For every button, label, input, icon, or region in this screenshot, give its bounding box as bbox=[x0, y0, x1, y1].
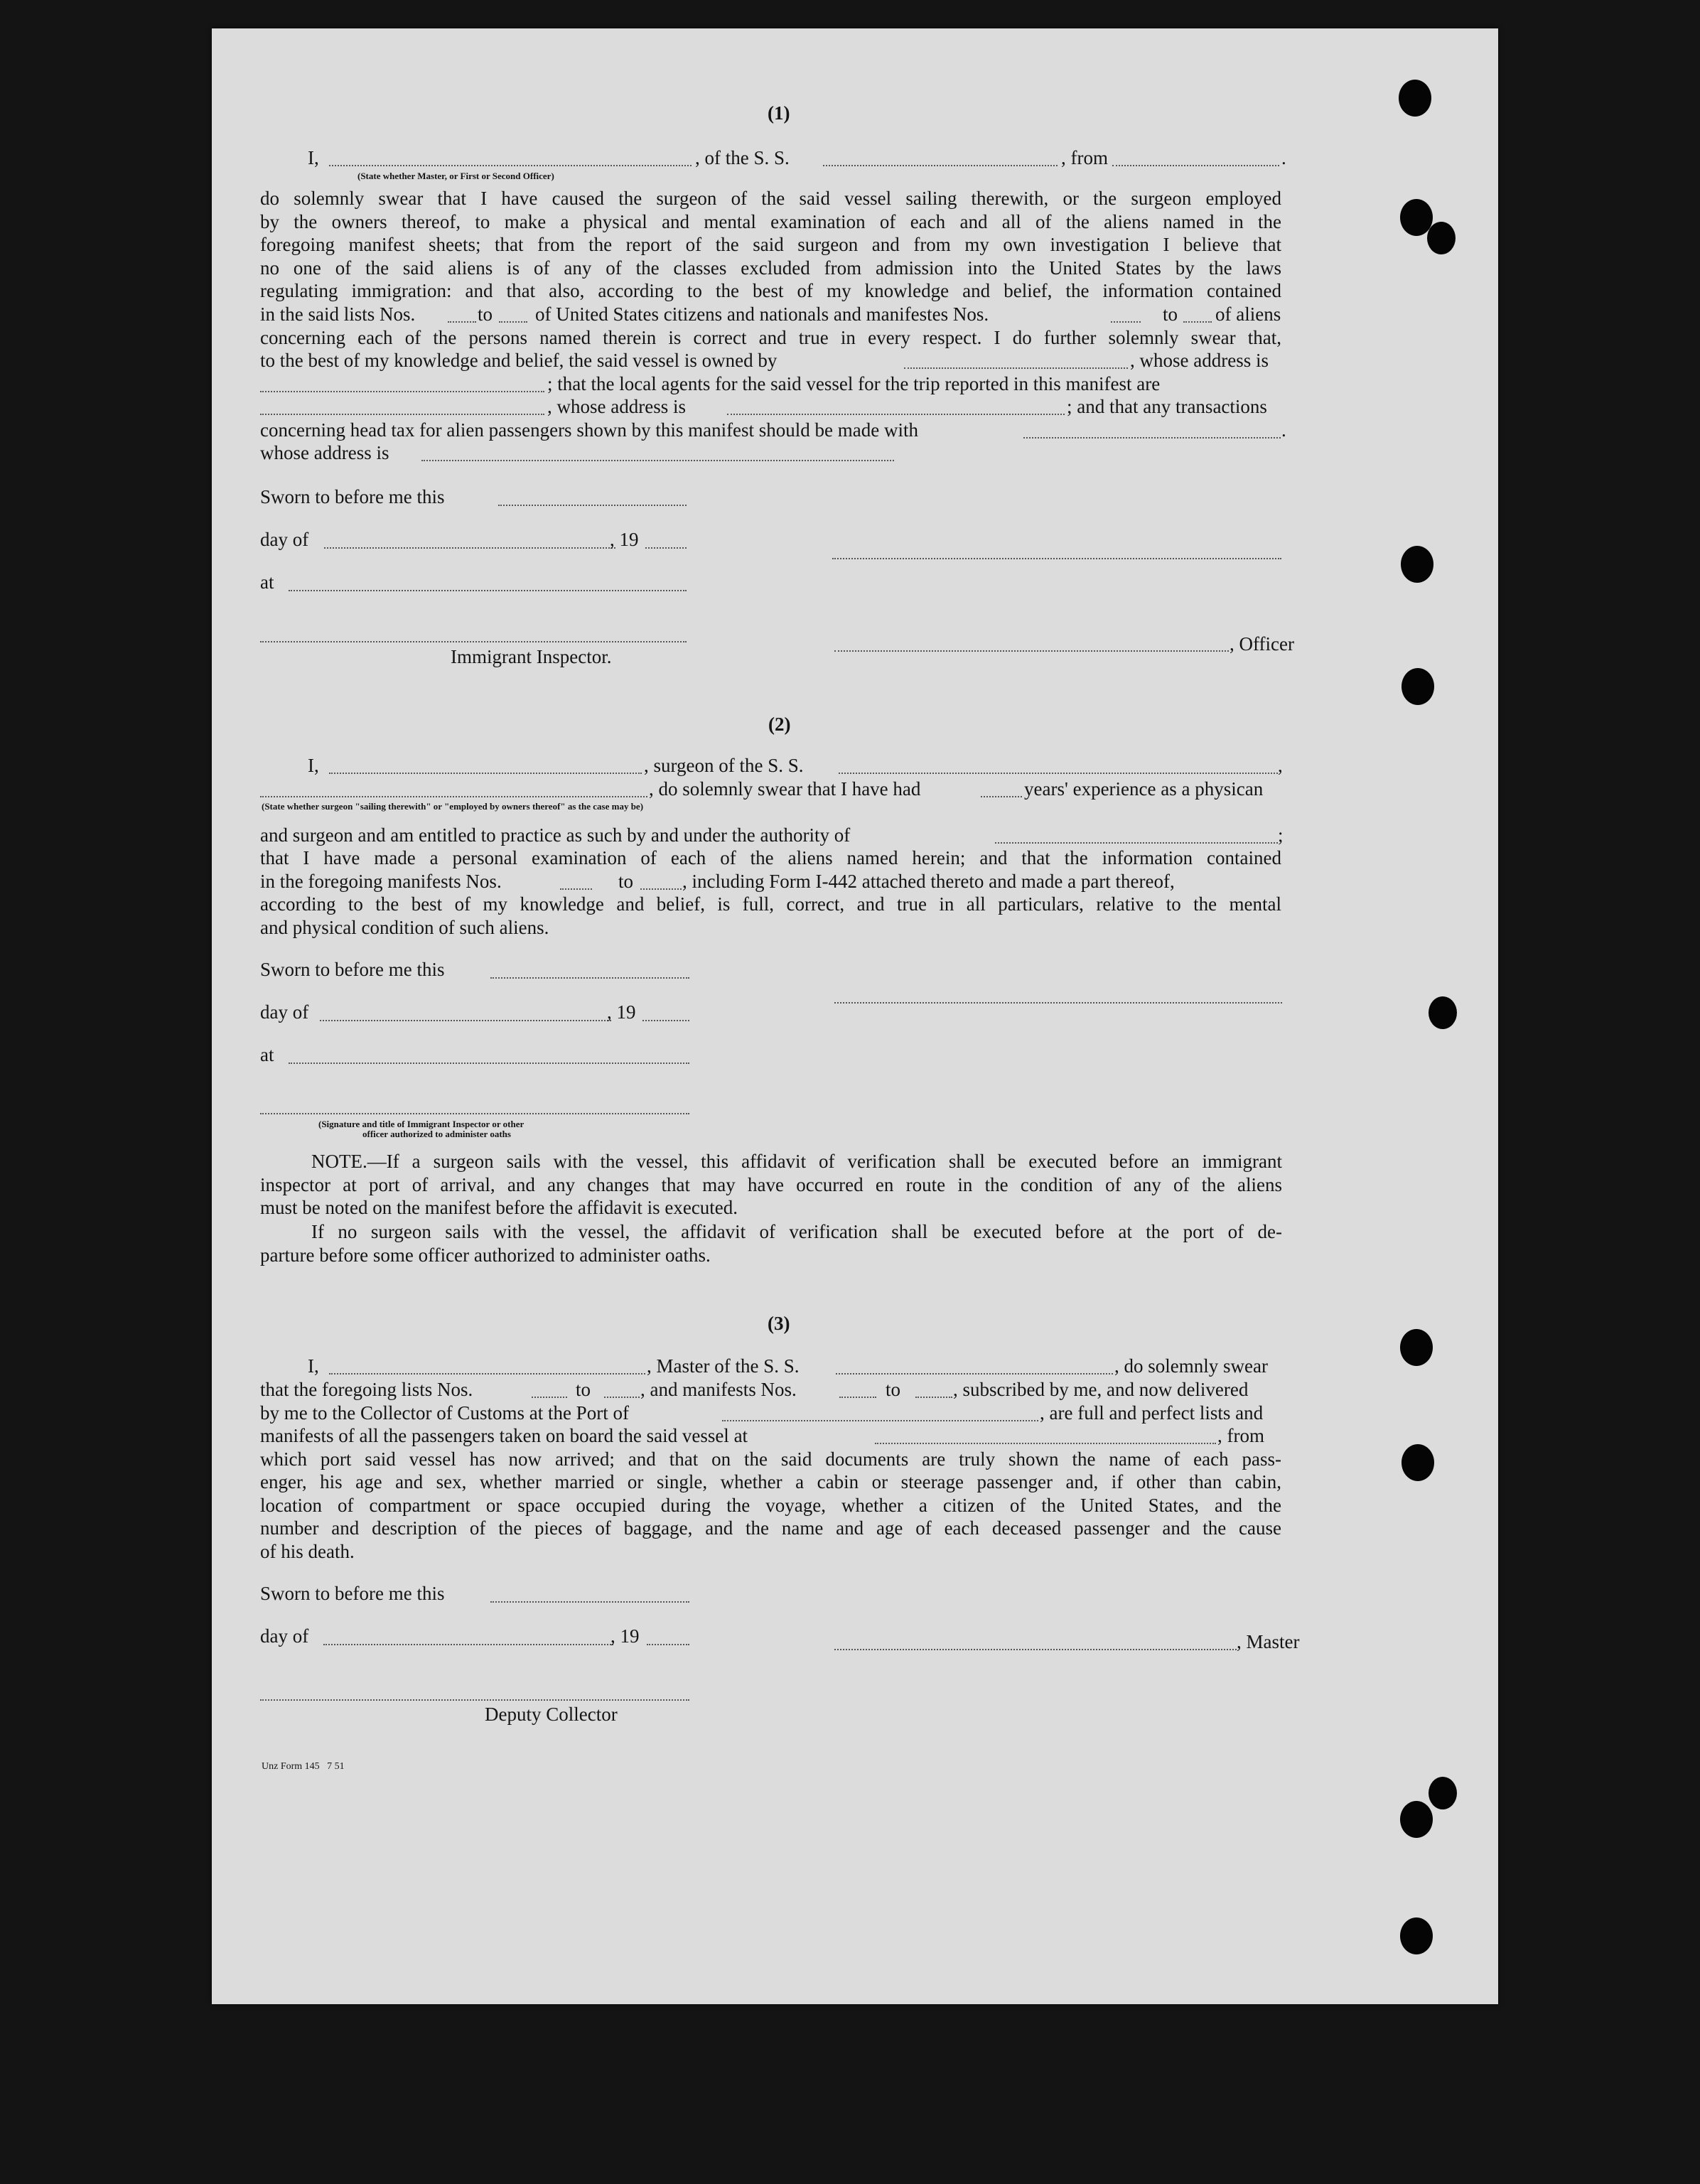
manifest-to-line bbox=[1183, 321, 1212, 323]
paragraph-line: concerning each of the persons named therein is correct and true in every respect. I do further solemnly swear that, bbox=[260, 327, 1281, 348]
manifest-to-line bbox=[640, 888, 682, 890]
sworn-date-line bbox=[490, 977, 689, 979]
text: to bbox=[886, 1379, 901, 1400]
text: to bbox=[618, 871, 634, 892]
text: , Master of the S. S. bbox=[647, 1355, 800, 1377]
vessel-name-line bbox=[823, 165, 1058, 166]
year-line bbox=[645, 547, 687, 549]
day-line bbox=[320, 1020, 611, 1021]
text: , surgeon of the S. S. bbox=[644, 755, 804, 776]
text: I, bbox=[308, 1355, 319, 1377]
text: , of the S. S. bbox=[695, 147, 790, 168]
at-place-line bbox=[289, 590, 687, 591]
text: concerning head tax for alien passengers shown by this manifest should be made with bbox=[260, 419, 919, 441]
master-label: , Master bbox=[1237, 1631, 1300, 1652]
collector-label: Deputy Collector bbox=[485, 1704, 618, 1725]
year-line bbox=[642, 1020, 689, 1021]
vessel-name-line bbox=[839, 773, 1278, 774]
day-line bbox=[324, 547, 615, 549]
note-line: parture before some officer authorized to administer oaths. bbox=[260, 1244, 711, 1266]
owner-address-line bbox=[260, 391, 544, 392]
paragraph-line: that I have made a personal examination of each of the aliens named herein; and that the information contained bbox=[260, 847, 1281, 868]
agents-address-line bbox=[727, 414, 1065, 415]
officer-note: (State whether Master, or First or Second Officer) bbox=[357, 171, 554, 181]
text: , subscribed by me, and now delivered bbox=[953, 1379, 1249, 1400]
text: , and manifests Nos. bbox=[640, 1379, 797, 1400]
officer-title-line bbox=[834, 650, 1229, 652]
text: . bbox=[1281, 147, 1286, 168]
text: of United States citizens and nationals and manifestes Nos. bbox=[535, 303, 989, 325]
text: , are full and perfect lists and bbox=[1040, 1402, 1264, 1424]
paragraph-line: regulating immigration: and that also, according to the best of my knowledge and belief, the information contained bbox=[260, 280, 1281, 301]
note-line: NOTE.—If a surgeon sails with the vessel, this affidavit of verification shall be executed before an immigrant bbox=[311, 1151, 1282, 1172]
punch-hole bbox=[1429, 1777, 1457, 1809]
sworn-label: Sworn to before me this bbox=[260, 486, 445, 507]
paragraph-line: number and description of the pieces of baggage, and the name and age of each deceased passenger and the cause bbox=[260, 1517, 1281, 1539]
manifest-from-line bbox=[1111, 321, 1141, 323]
at-label: at bbox=[260, 1044, 274, 1065]
owner-line bbox=[904, 367, 1128, 369]
paragraph-line: location of compartment or space occupied during the voyage, whether a citizen of the United States, and the bbox=[260, 1495, 1281, 1516]
text: ; that the local agents for the said vessel for the trip reported in this manifest are bbox=[547, 373, 1161, 394]
punch-hole bbox=[1400, 1917, 1433, 1954]
list-from-line bbox=[448, 321, 476, 323]
text: by me to the Collector of Customs at the Port of bbox=[260, 1402, 629, 1424]
sworn-label: Sworn to before me this bbox=[260, 1583, 445, 1604]
year-label: , 19 bbox=[610, 529, 639, 550]
text: to the best of my knowledge and belief, the said vessel is owned by bbox=[260, 350, 778, 371]
punch-hole bbox=[1402, 668, 1434, 705]
surgeon-status-line bbox=[260, 796, 647, 797]
year-label: , 19 bbox=[610, 1625, 640, 1647]
master-signature-line bbox=[834, 1649, 1237, 1650]
year-line bbox=[647, 1644, 689, 1645]
text: , bbox=[1278, 755, 1283, 776]
manifest-form-page bbox=[212, 28, 1498, 2004]
section-number: (1) bbox=[768, 102, 790, 124]
paragraph-line: enger, his age and sex, whether married or single, whether a cabin or steerage passenger and, if other than cabin, bbox=[260, 1471, 1281, 1492]
text: , including Form I-442 attached thereto and made a part thereof, bbox=[682, 871, 1175, 892]
officer-signature-line bbox=[832, 558, 1281, 559]
head-tax-contact-line bbox=[1023, 437, 1281, 439]
authority-line bbox=[995, 842, 1278, 844]
surgeon-name-line bbox=[329, 773, 642, 774]
manifest-to-line bbox=[915, 1397, 952, 1398]
text: and physical condition of such aliens. bbox=[260, 917, 549, 938]
punch-hole bbox=[1400, 1329, 1433, 1366]
punch-hole bbox=[1429, 996, 1457, 1029]
officer-rank-line bbox=[329, 165, 692, 166]
years-experience-line bbox=[981, 796, 1022, 797]
list-from-line bbox=[532, 1397, 567, 1398]
text: , do solemnly swear bbox=[1114, 1355, 1268, 1377]
text: to bbox=[576, 1379, 591, 1400]
sworn-label: Sworn to before me this bbox=[260, 959, 445, 980]
text: to bbox=[1163, 303, 1178, 325]
boarding-port-line bbox=[875, 1443, 1216, 1444]
punch-hole bbox=[1401, 546, 1433, 583]
paragraph-line: by the owners thereof, to make a physical and mental examination of each and all of the aliens named in the bbox=[260, 211, 1281, 232]
text: years' experience as a physican bbox=[1024, 778, 1264, 800]
vessel-name-line bbox=[836, 1373, 1113, 1375]
day-of-label: day of bbox=[260, 1625, 309, 1647]
text: of aliens bbox=[1215, 303, 1281, 325]
note-line: If no surgeon sails with the vessel, the affidavit of verification shall be executed before at the port of de- bbox=[311, 1221, 1282, 1242]
text: ; and that any transactions bbox=[1067, 396, 1267, 417]
punch-hole bbox=[1427, 222, 1456, 254]
inspector-signature-line bbox=[260, 641, 687, 642]
text: I, bbox=[308, 755, 319, 776]
signature-note: (Signature and title of Immigrant Inspector or other bbox=[318, 1119, 524, 1129]
list-to-line bbox=[499, 321, 527, 323]
day-line bbox=[323, 1644, 613, 1645]
at-label: at bbox=[260, 571, 274, 593]
text: that the foregoing lists Nos. bbox=[260, 1379, 473, 1400]
local-agents-line bbox=[260, 414, 544, 415]
text: , do solemnly swear that I have had bbox=[649, 778, 921, 800]
paragraph-line: of his death. bbox=[260, 1541, 355, 1562]
surgeon-note: (State whether surgeon "sailing therewith" or "employed by owners thereof" as the case may be) bbox=[262, 801, 644, 812]
paragraph-line: do solemnly swear that I have caused the surgeon of the said vessel sailing therewith, or the surgeon employed bbox=[260, 188, 1281, 209]
paragraph-line: according to the best of my knowledge and belief, is full, correct, and true in all particulars, relative to the mental bbox=[260, 893, 1281, 915]
origin-port-line bbox=[1112, 165, 1279, 166]
text: . bbox=[1281, 419, 1286, 441]
paragraph-line: which port said vessel has now arrived; and that on the said documents are truly shown the name of each pass- bbox=[260, 1448, 1281, 1470]
day-of-label: day of bbox=[260, 529, 309, 550]
text: in the said lists Nos. bbox=[260, 303, 416, 325]
surgeon-signature-line bbox=[834, 1002, 1282, 1004]
collector-signature-line bbox=[260, 1699, 689, 1701]
text: and surgeon and am entitled to practice as such by and under the authority of bbox=[260, 824, 851, 846]
text: to bbox=[478, 303, 493, 325]
note-line: must be noted on the manifest before the affidavit is executed. bbox=[260, 1197, 738, 1218]
year-label: , 19 bbox=[607, 1001, 636, 1023]
text: , whose address is bbox=[1130, 350, 1269, 371]
inspector-label: Immigrant Inspector. bbox=[451, 646, 612, 667]
punch-hole bbox=[1400, 1801, 1433, 1838]
port-line bbox=[722, 1420, 1038, 1421]
day-of-label: day of bbox=[260, 1001, 309, 1023]
punch-hole bbox=[1399, 80, 1431, 117]
paragraph-line: no one of the said aliens is of any of the classes excluded from admission into the United States by the laws bbox=[260, 257, 1281, 279]
text: , from bbox=[1217, 1425, 1264, 1446]
text: I, bbox=[308, 147, 319, 168]
inspector-signature-line bbox=[260, 1113, 689, 1114]
list-to-line bbox=[604, 1397, 640, 1398]
text: manifests of all the passengers taken on board the said vessel at bbox=[260, 1425, 748, 1446]
officer-label: , Officer bbox=[1230, 633, 1294, 655]
punch-hole bbox=[1402, 1444, 1434, 1481]
text: in the foregoing manifests Nos. bbox=[260, 871, 502, 892]
signature-note: officer authorized to administer oaths bbox=[362, 1129, 511, 1139]
at-place-line bbox=[289, 1063, 689, 1064]
text: , from bbox=[1061, 147, 1108, 168]
section-number: (2) bbox=[768, 714, 791, 735]
text: ; bbox=[1278, 824, 1284, 846]
note-line: inspector at port of arrival, and any changes that may have occurred en route in the condition of any of the aliens bbox=[260, 1174, 1282, 1195]
manifest-from-line bbox=[839, 1397, 876, 1398]
master-name-line bbox=[329, 1373, 645, 1375]
sworn-date-line bbox=[490, 1601, 689, 1603]
sworn-date-line bbox=[498, 505, 687, 506]
head-tax-address-line bbox=[421, 460, 894, 461]
manifest-from-line bbox=[560, 888, 592, 890]
text: whose address is bbox=[260, 442, 389, 463]
text: , whose address is bbox=[547, 396, 686, 417]
form-id: Unz Form 145 7 51 bbox=[262, 1761, 345, 1772]
paragraph-line: foregoing manifest sheets; that from the report of the said surgeon and from my own investigation I believe that bbox=[260, 234, 1281, 255]
section-number: (3) bbox=[768, 1313, 790, 1334]
